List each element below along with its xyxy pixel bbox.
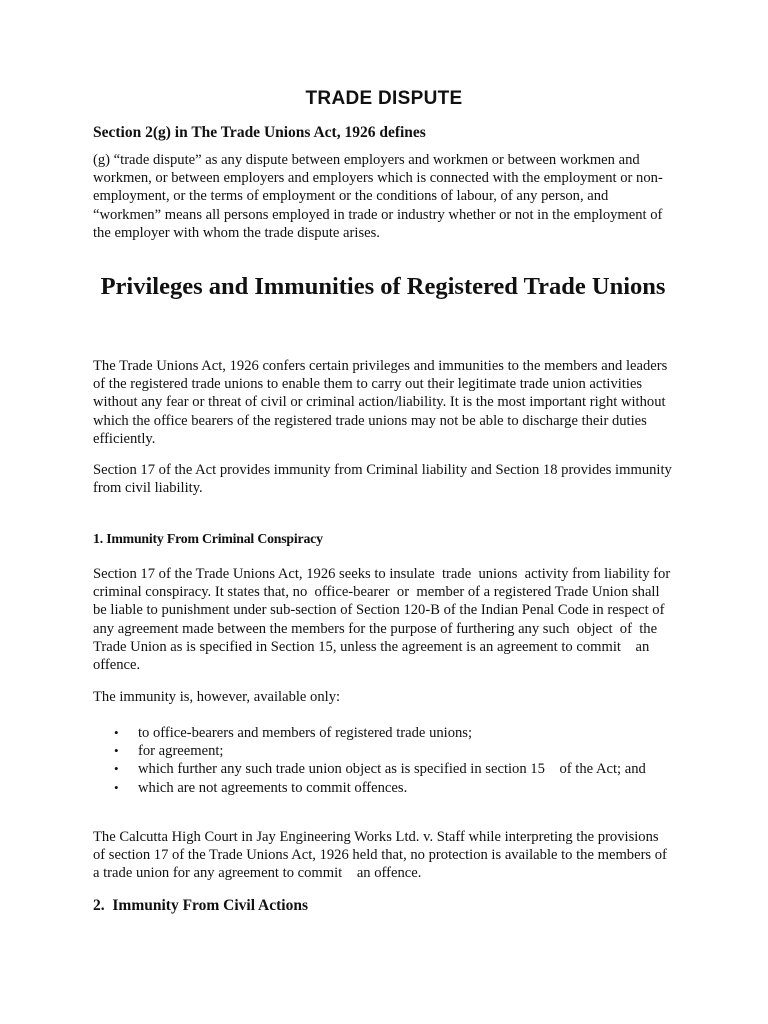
criminal-conspiracy-heading: 1. Immunity From Criminal Conspiracy bbox=[93, 531, 323, 546]
section17-paragraph: Section 17 of the Trade Unions Act, 1926 seeks to insulate trade unions activity from liability for criminal conspiracy. It states that, no office-bearer or member of a registered Trade Union shall be liable to punishment under sub-section of Section 120-B of the Indian Penal Code in respect of any agreement made between the members for the purpose of furthering any such object of the Trade Union as is specified in Section 15, unless the agreement is an agreement to commit an offence. bbox=[93, 566, 674, 674]
immunity-intro: The immunity is, however, available only: bbox=[93, 689, 341, 705]
list-item: • for agreement; bbox=[93, 742, 683, 760]
civil-actions-heading: 2. Immunity From Civil Actions bbox=[93, 897, 308, 914]
immunity-conditions-list bbox=[93, 724, 683, 797]
intro-paragraph: The Trade Unions Act, 1926 confers certain privileges and immunities to the members and leaders of the registered trade unions to enable them to carry out their legitimate trade union activities without any fear or threat of civil or criminal action/liability. It is the most important right without which the office bearers of the registered trade unions may not be able to discharge their duties efficiently. bbox=[93, 358, 668, 447]
calcutta-case-paragraph: The Calcutta High Court in Jay Engineering Works Ltd. v. Staff while interpreting the provisions of section 17 of the Trade Unions Act, 1926 held that, no protection is available to the members of a trade union for any agreement to commit an offence. bbox=[93, 829, 671, 882]
privileges-heading: Privileges and Immunities of Registered Trade Unions bbox=[100, 273, 666, 300]
list-item: • which further any such trade union object as is specified in section 15 of the Act; and bbox=[93, 760, 683, 778]
sections-paragraph: Section 17 of the Act provides immunity from Criminal liability and Section 18 provides immunity from civil liability. bbox=[93, 462, 672, 497]
list-item: • which are not agreements to commit offences. bbox=[93, 779, 683, 797]
document-title: TRADE DISPUTE bbox=[305, 88, 463, 109]
definition-paragraph: (g) “trade dispute” as any dispute between employers and workmen or between workmen and workmen, or between employers and employers which is connected with the employment or non-employment, or the terms of employment or the conditions of labour, of any person, and “workmen” means all persons employed in trade or industry whether or not in the employment of the employer with whom the trade dispute arises. bbox=[93, 152, 667, 241]
list-item: • to office-bearers and members of registered trade unions; bbox=[93, 724, 683, 742]
section-heading: Section 2(g) in The Trade Unions Act, 1926 defines bbox=[93, 124, 426, 141]
